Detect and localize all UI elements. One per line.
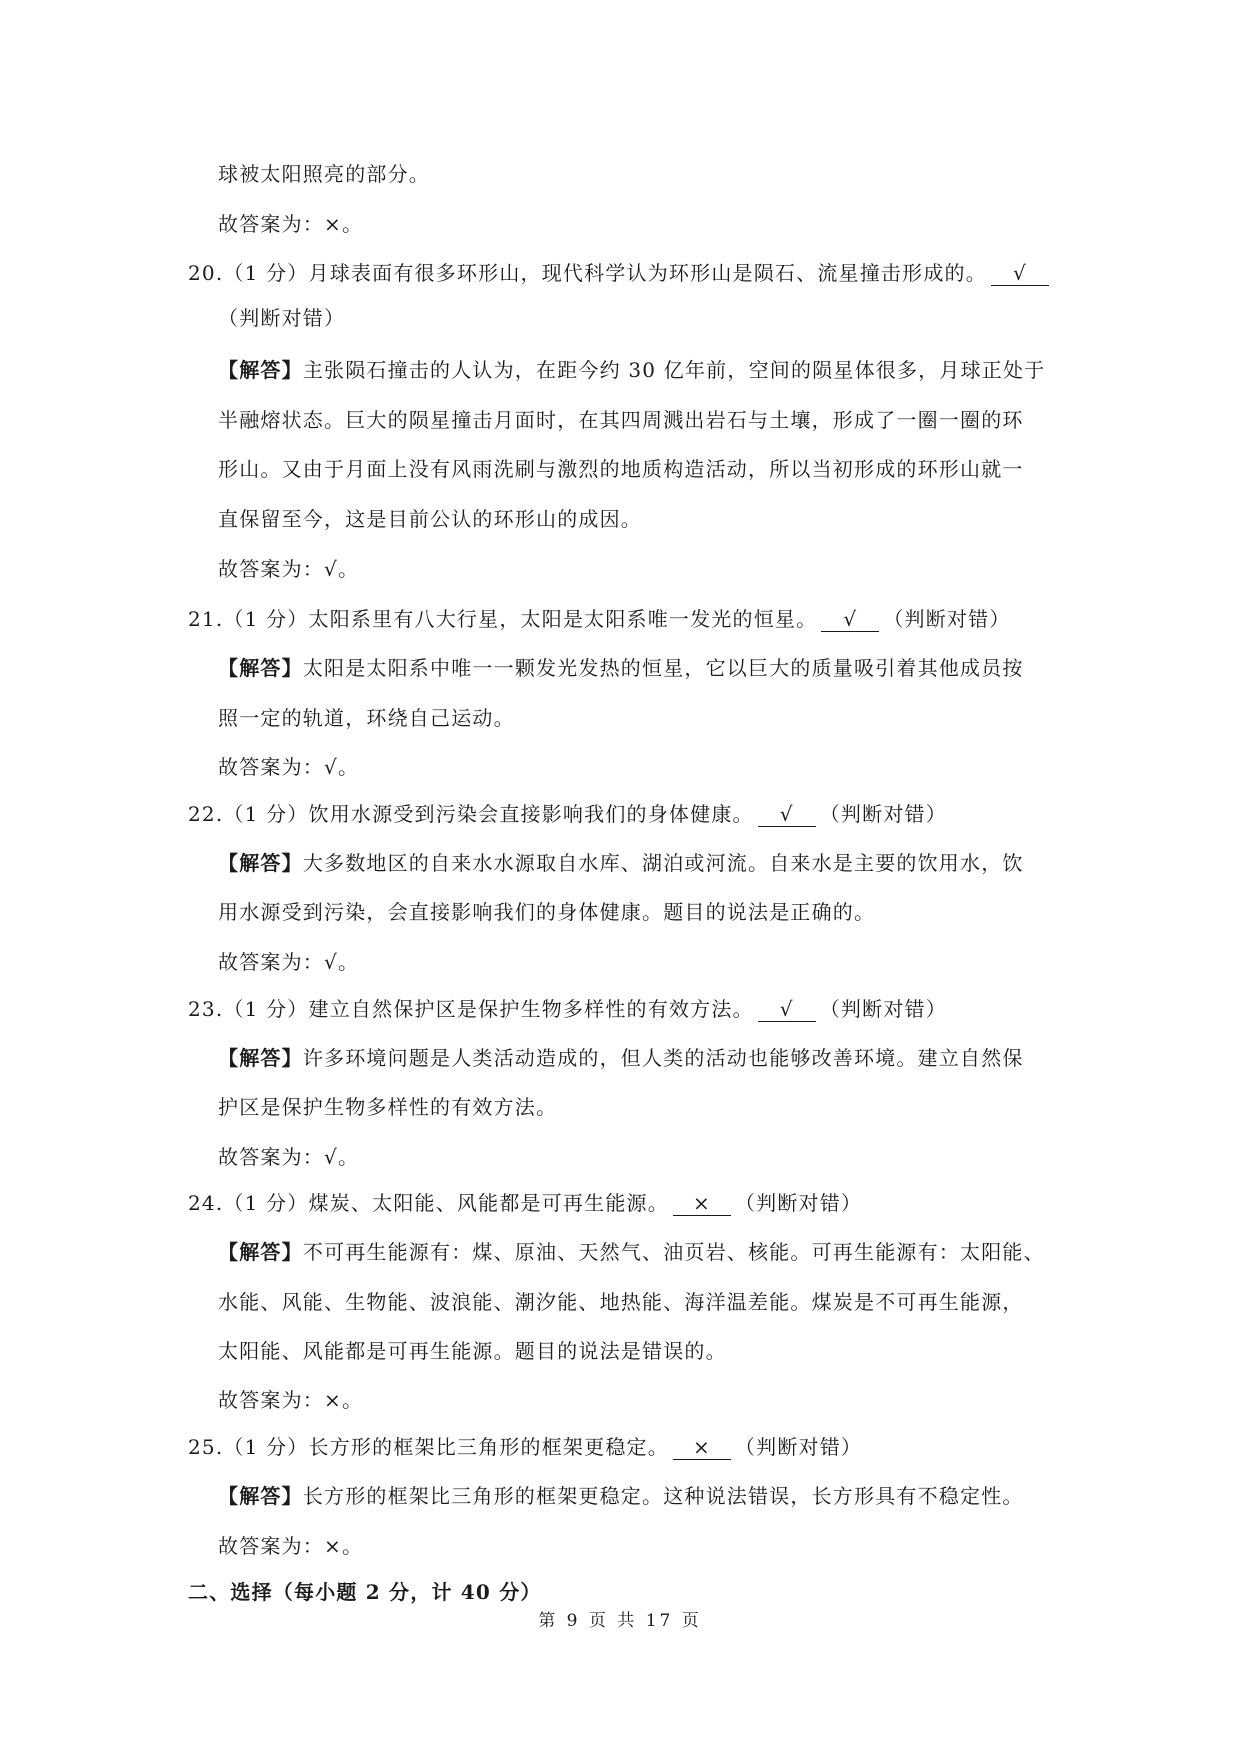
answer-blank: √ <box>821 607 879 632</box>
question-tail: （判断对错） <box>218 306 346 330</box>
answer-blank: √ <box>991 261 1049 286</box>
question-23 <box>188 995 947 1023</box>
solution-line: 【解答】主张陨石撞击的人认为，在距今约 30 亿年前，空间的陨星体很多，月球正处于 <box>218 358 1046 382</box>
answer-line: 故答案为：√。 <box>218 755 360 779</box>
solution-line: 照一定的轨道，环绕自己运动。 <box>218 706 515 730</box>
question-stem: 长方形的框架比三角形的框架更稳定。 <box>308 1435 669 1459</box>
page-footer: 第 9 页 共 17 页 <box>538 1611 702 1631</box>
question-score: （1 分） <box>223 802 309 826</box>
question-number: 21. <box>188 607 224 631</box>
solution-line: 用水源受到污染，会直接影响我们的身体健康。题目的说法是正确的。 <box>218 900 876 924</box>
answer-blank: √ <box>758 997 816 1022</box>
answer-line: 故答案为：√。 <box>218 557 360 581</box>
solution-line: 【解答】许多环境问题是人类活动造成的，但人类的活动也能够改善环境。建立自然保 <box>218 1046 1024 1070</box>
question-score: （1 分） <box>223 261 309 285</box>
question-score: （1 分） <box>223 997 309 1021</box>
question-number: 20. <box>188 261 224 285</box>
answer-blank: × <box>673 1191 731 1216</box>
section-title: 二、选择（每小题 2 分，计 40 分） <box>188 1580 542 1604</box>
solution-line: 【解答】太阳是太阳系中唯一一颗发光发热的恒星，它以巨大的质量吸引着其他成员按 <box>218 656 1024 680</box>
question-stem: 太阳系里有八大行星，太阳是太阳系唯一发光的恒星。 <box>308 607 818 631</box>
solution-line: 半融熔状态。巨大的陨星撞击月面时，在其四周溅出岩石与土壤，形成了一圈一圈的环 <box>218 408 1024 432</box>
question-tail: （判断对错） <box>819 997 947 1021</box>
intro-answer: 故答案为：×。 <box>218 212 364 236</box>
question-score: （1 分） <box>223 607 309 631</box>
answer-line: 故答案为：×。 <box>218 1388 364 1412</box>
question-number: 23. <box>188 997 224 1021</box>
solution-line: 护区是保护生物多样性的有效方法。 <box>218 1095 558 1119</box>
solution-label: 【解答】 <box>218 851 303 875</box>
question-stem: 饮用水源受到污染会直接影响我们的身体健康。 <box>308 802 754 826</box>
solution-line: 水能、风能、生物能、波浪能、潮汐能、地热能、海洋温差能。煤炭是不可再生能源， <box>218 1290 1024 1314</box>
solution-label: 【解答】 <box>218 656 303 680</box>
answer-blank: √ <box>758 802 816 827</box>
answer-line: 故答案为：√。 <box>218 1145 360 1169</box>
question-stem: 煤炭、太阳能、风能都是可再生能源。 <box>308 1191 669 1215</box>
question-tail: （判断对错） <box>734 1435 863 1459</box>
answer-line: 故答案为：×。 <box>218 1534 364 1558</box>
solution-label: 【解答】 <box>218 1240 303 1264</box>
question-score: （1 分） <box>223 1435 309 1459</box>
question-25 <box>188 1433 862 1461</box>
answer-line: 故答案为：√。 <box>218 950 360 974</box>
question-stem: 月球表面有很多环形山，现代科学认为环形山是陨石、流星撞击形成的。 <box>308 261 987 285</box>
intro-text: 球被太阳照亮的部分。 <box>218 162 430 186</box>
question-number: 24. <box>188 1191 224 1215</box>
solution-line: 【解答】不可再生能源有：煤、原油、天然气、油页岩、核能。可再生能源有：太阳能、 <box>218 1240 1045 1264</box>
solution-line: 直保留至今，这是目前公认的环形山的成因。 <box>218 507 642 531</box>
solution-label: 【解答】 <box>218 1484 303 1508</box>
solution-line: 太阳能、风能都是可再生能源。题目的说法是错误的。 <box>218 1339 727 1363</box>
question-score: （1 分） <box>223 1191 309 1215</box>
question-number: 25. <box>188 1435 224 1459</box>
solution-label: 【解答】 <box>218 1046 303 1070</box>
question-tail: （判断对错） <box>734 1191 863 1215</box>
solution-line: 形山。又由于月面上没有风雨洗刷与激烈的地质构造活动，所以当初形成的环形山就一 <box>218 457 1024 481</box>
question-number: 22. <box>188 802 224 826</box>
question-21 <box>188 605 1011 633</box>
solution-line: 【解答】长方形的框架比三角形的框架更稳定。这种说法错误，长方形具有不稳定性。 <box>218 1484 1024 1508</box>
solution-label: 【解答】 <box>218 358 303 382</box>
question-tail: （判断对错） <box>819 802 947 826</box>
answer-blank: × <box>673 1435 731 1460</box>
question-tail: （判断对错） <box>883 607 1011 631</box>
question-20 <box>188 259 1053 287</box>
solution-line: 【解答】大多数地区的自来水水源取自水库、湖泊或河流。自来水是主要的饮用水，饮 <box>218 851 1024 875</box>
question-stem: 建立自然保护区是保护生物多样性的有效方法。 <box>308 997 754 1021</box>
question-24 <box>188 1189 862 1217</box>
question-22 <box>188 800 947 828</box>
